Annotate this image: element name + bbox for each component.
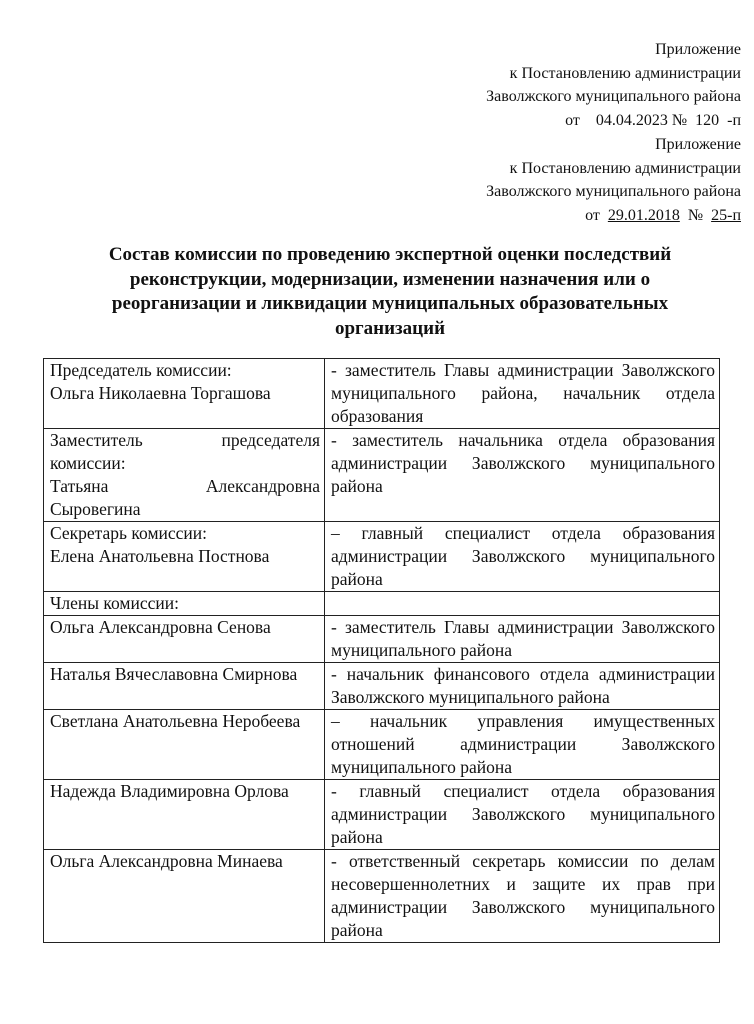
appendix-header-original	[486, 133, 741, 227]
appendix-resolution-line: к Постановлению администрации	[509, 159, 741, 177]
commission-table-body	[44, 359, 720, 943]
resolution-date: 29.01.2018	[607, 206, 680, 224]
commission-table	[43, 358, 720, 943]
member-position-label: Заместитель председателя комиссии:	[50, 430, 320, 473]
member-role: - заместитель Главы администрации Заволжского муниципального района	[331, 617, 715, 660]
member-position-label: Председатель комиссии:	[50, 360, 232, 380]
member-name-cell	[44, 592, 325, 616]
resolution-suffix: -п	[727, 111, 741, 129]
member-role: - заместитель Главы администрации Заволжского муниципального района, начальник отдела образования	[331, 360, 715, 426]
table-row	[44, 359, 720, 429]
table-row	[44, 780, 720, 850]
member-role: - главный специалист отдела образования администрации Заволжского муниципального района	[331, 781, 715, 847]
member-name-cell	[44, 616, 325, 663]
member-name-cell	[44, 850, 325, 943]
appendix-resolution-line: к Постановлению администрации	[509, 64, 741, 82]
table-row	[44, 710, 720, 780]
number-sign: №	[671, 111, 688, 129]
table-row	[44, 429, 720, 522]
member-name-cell	[44, 429, 325, 522]
document-title: Состав комиссии по проведению экспертной оценки последствий реконструкции, модернизации, изменении назначения или о реорганизации и ликвидации муниципальных образовательных организаций	[108, 244, 672, 339]
member-role: - начальник финансового отдела администрации Заволжского муниципального района	[331, 664, 715, 707]
member-name: Надежда Владимировна Орлова	[50, 781, 289, 801]
table-row	[44, 850, 720, 943]
member-role-cell	[325, 522, 720, 592]
member-role-cell	[325, 616, 720, 663]
appendix-label: Приложение	[655, 136, 741, 153]
member-role	[331, 592, 715, 615]
member-name: Члены комиссии:	[50, 593, 179, 613]
appendix-date-line	[486, 109, 741, 133]
member-name: Елена Анатольевна Постнова	[50, 546, 270, 566]
member-role: – начальник управления имущественных отношений администрации Заволжского муниципального района	[331, 711, 715, 777]
appendix-header-current	[486, 38, 741, 132]
member-name: Татьяна Александровна Сыровегина	[50, 476, 320, 519]
member-role-cell	[325, 850, 720, 943]
member-name: Ольга Николаевна Торгашова	[50, 383, 271, 403]
member-role-cell	[325, 429, 720, 522]
resolution-date: 04.04.2023	[595, 111, 668, 129]
date-prefix: от	[585, 206, 600, 224]
member-name: Светлана Анатольевна Неробеева	[50, 711, 301, 731]
appendix-district-line: Заволжского муниципального района	[486, 183, 741, 200]
member-name-cell	[44, 663, 325, 710]
member-role-cell	[325, 359, 720, 429]
member-role-cell	[325, 663, 720, 710]
table-row	[44, 616, 720, 663]
member-role: – главный специалист отдела образования администрации Заволжского муниципального района	[331, 523, 715, 589]
member-role-cell	[325, 710, 720, 780]
date-prefix: от	[565, 111, 580, 129]
member-name-cell	[44, 780, 325, 850]
member-name: Ольга Александровна Сенова	[50, 617, 271, 637]
appendix-district-line: Заволжского муниципального района	[486, 88, 741, 105]
member-role-cell	[325, 592, 720, 616]
number-sign: №	[687, 206, 704, 224]
member-role-cell	[325, 780, 720, 850]
member-name-cell	[44, 710, 325, 780]
member-name-cell	[44, 522, 325, 592]
table-row	[44, 592, 720, 616]
resolution-number: 120	[695, 111, 720, 129]
table-row	[44, 663, 720, 710]
member-name: Ольга Александровна Минаева	[50, 851, 283, 871]
resolution-number: 25-п	[711, 206, 741, 224]
member-position-label: Секретарь комиссии:	[50, 523, 208, 543]
appendix-date-line	[486, 204, 741, 228]
member-name-cell	[44, 359, 325, 429]
appendix-label: Приложение	[655, 41, 741, 58]
member-role: - ответственный секретарь комиссии по делам несовершеннолетних и защите их прав при администрации Заволжского муниципального района	[331, 851, 715, 940]
member-name: Наталья Вячеславовна Смирнова	[50, 664, 298, 684]
member-role: - заместитель начальника отдела образования администрации Заволжского муниципального района	[331, 430, 715, 496]
table-row	[44, 522, 720, 592]
